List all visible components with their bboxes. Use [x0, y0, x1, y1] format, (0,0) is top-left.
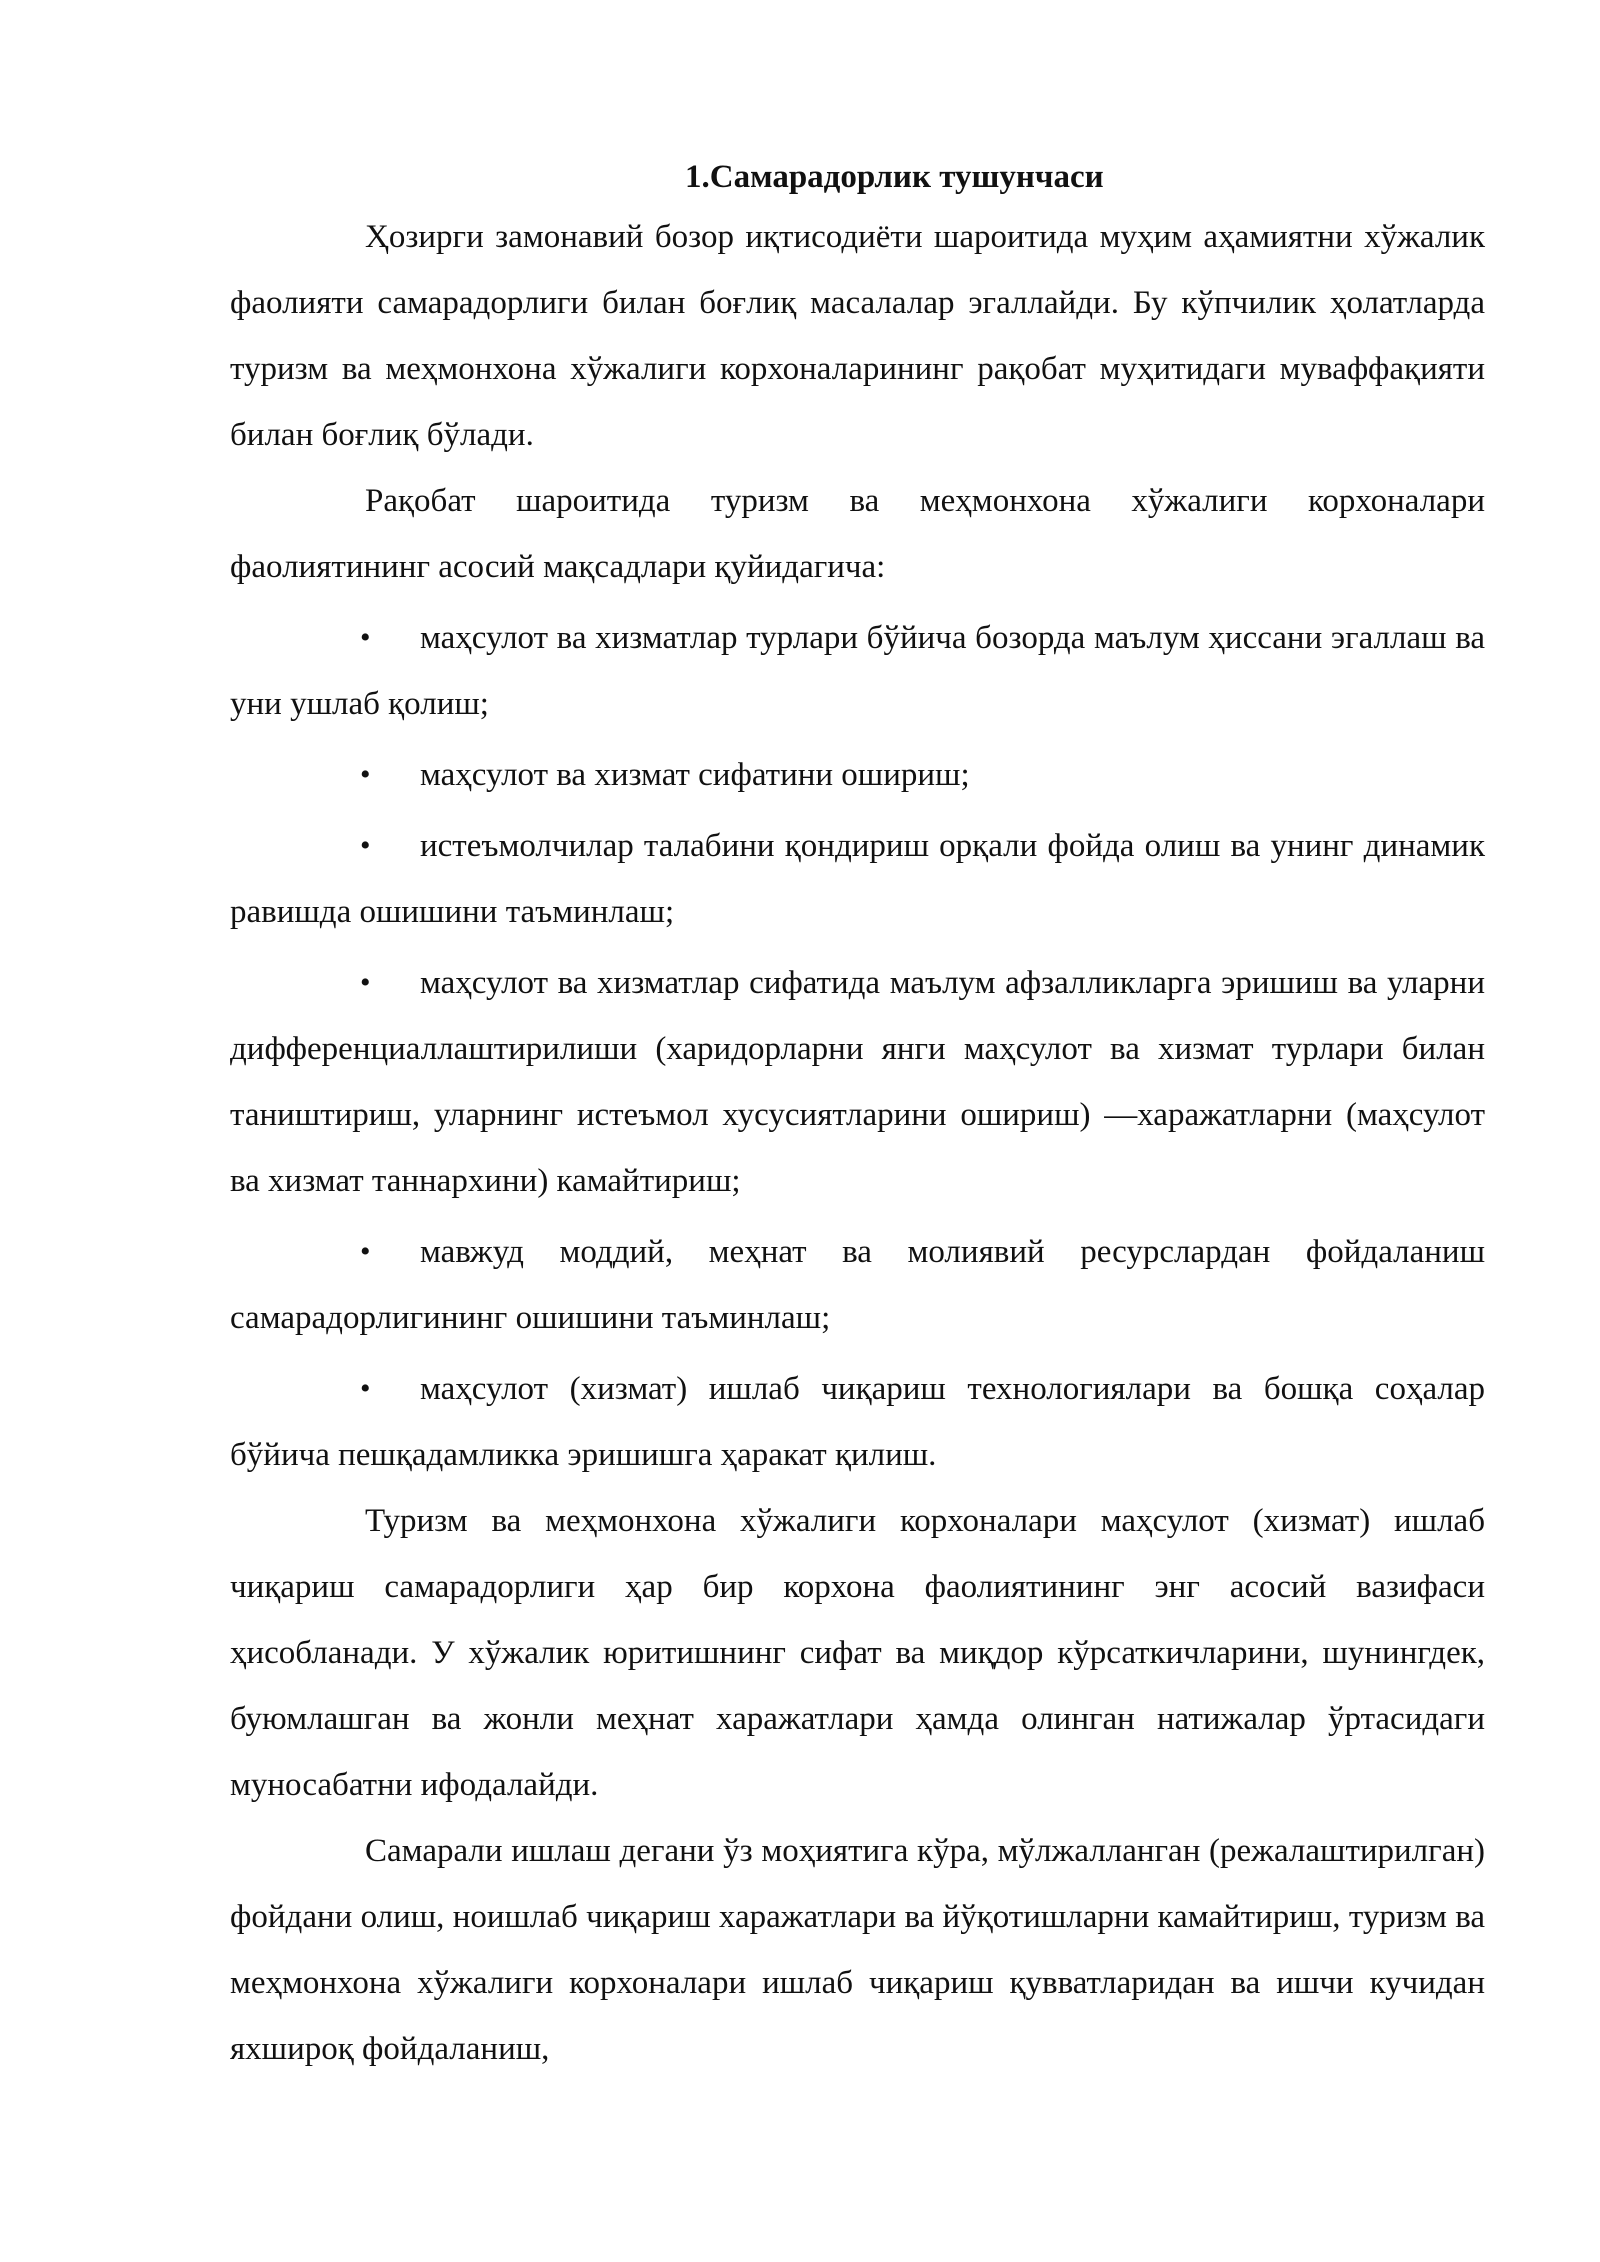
bullet-item: [230, 1219, 1485, 1351]
bullet-icon: •: [360, 829, 371, 862]
bullet-text: маҳсулот (хизмат) ишлаб чиқариш технологиялари ва бошқа соҳалар бўйича пешқадамликка эришишга ҳаракат қилиш.: [230, 1371, 1485, 1473]
bullet-icon: •: [360, 1235, 371, 1268]
bullet-item: [230, 813, 1485, 945]
bullet-text: маҳсулот ва хизматлар сифатида маълум афзалликларга эришиш ва уларни дифференциаллаштирилиши (харидорларни янги маҳсулот ва хизмат турлари билан таништириш, уларнинг истеъмол хусусиятларини ошириш) —харажатларни (маҳсулот ва хизмат таннархини) камайтириш;: [230, 965, 1485, 1199]
bullet-item: [230, 1356, 1485, 1488]
bullet-text: мавжуд моддий, меҳнат ва молиявий ресурслардан фойдаланиш самарадорлигининг ошишини таъминлаш;: [230, 1234, 1485, 1336]
bullet-item: [230, 950, 1485, 1214]
paragraph-efficiency: Туризм ва меҳмонхона хўжалиги корхоналари маҳсулот (хизмат) ишлаб чиқариш самарадорлиги ҳар бир корхона фаолиятининг энг асосий вазифаси ҳисобланади. У хўжалик юритишнинг сифат ва миқдор кўрсаткичларини, шунингдек, буюмлашган ва жонли меҳнат харажатлари ҳамда олинган натижалар ўртасидаги муносабатни ифодалайди.: [230, 1503, 1485, 1803]
bullet-item: [230, 742, 1485, 808]
bullet-icon: •: [360, 621, 371, 654]
paragraph-goals-intro: Рақобат шароитида туризм ва меҳмонхона хўжалиги корхоналари фаолиятининг асосий мақсадлари қуйидагича:: [230, 483, 1485, 585]
bullet-text: маҳсулот ва хизмат сифатини ошириш;: [420, 757, 970, 793]
bullet-icon: •: [360, 1372, 371, 1405]
paragraph-intro: Ҳозирги замонавий бозор иқтисодиёти шароитида муҳим аҳамиятни хўжалик фаолияти самарадорлиги билан боғлиқ масалалар эгаллайди. Бу кўпчилик ҳолатларда туризм ва меҳмонхона хўжалиги корхоналарининг рақобат муҳитидаги муваффақияти билан боғлиқ бўлади.: [230, 219, 1485, 453]
bullet-icon: •: [360, 966, 371, 999]
bullet-text: маҳсулот ва хизматлар турлари бўйича бозорда маълум ҳиссани эгаллаш ва уни ушлаб қолиш;: [230, 620, 1485, 722]
bullet-item: [230, 605, 1485, 737]
bullet-text: истеъмолчилар талабини қондириш орқали фойда олиш ва унинг динамик равишда ошишини таъминлаш;: [230, 828, 1485, 930]
section-heading: 1.Самарадорлик тушунчаси: [685, 159, 1104, 195]
bullet-icon: •: [360, 758, 371, 791]
paragraph-effective-work: Самарали ишлаш дегани ўз моҳиятига кўра, мўлжалланган (режалаштирилган) фойдани олиш, ноишлаб чиқариш харажатлари ва йўқотишларни камайтириш, туризм ва меҳмонхона хўжалиги корхоналари ишлаб чиқариш қувватларидан ва ишчи кучидан яхшироқ фойдаланиш,: [230, 1833, 1485, 2067]
document-body: [230, 150, 1485, 2082]
